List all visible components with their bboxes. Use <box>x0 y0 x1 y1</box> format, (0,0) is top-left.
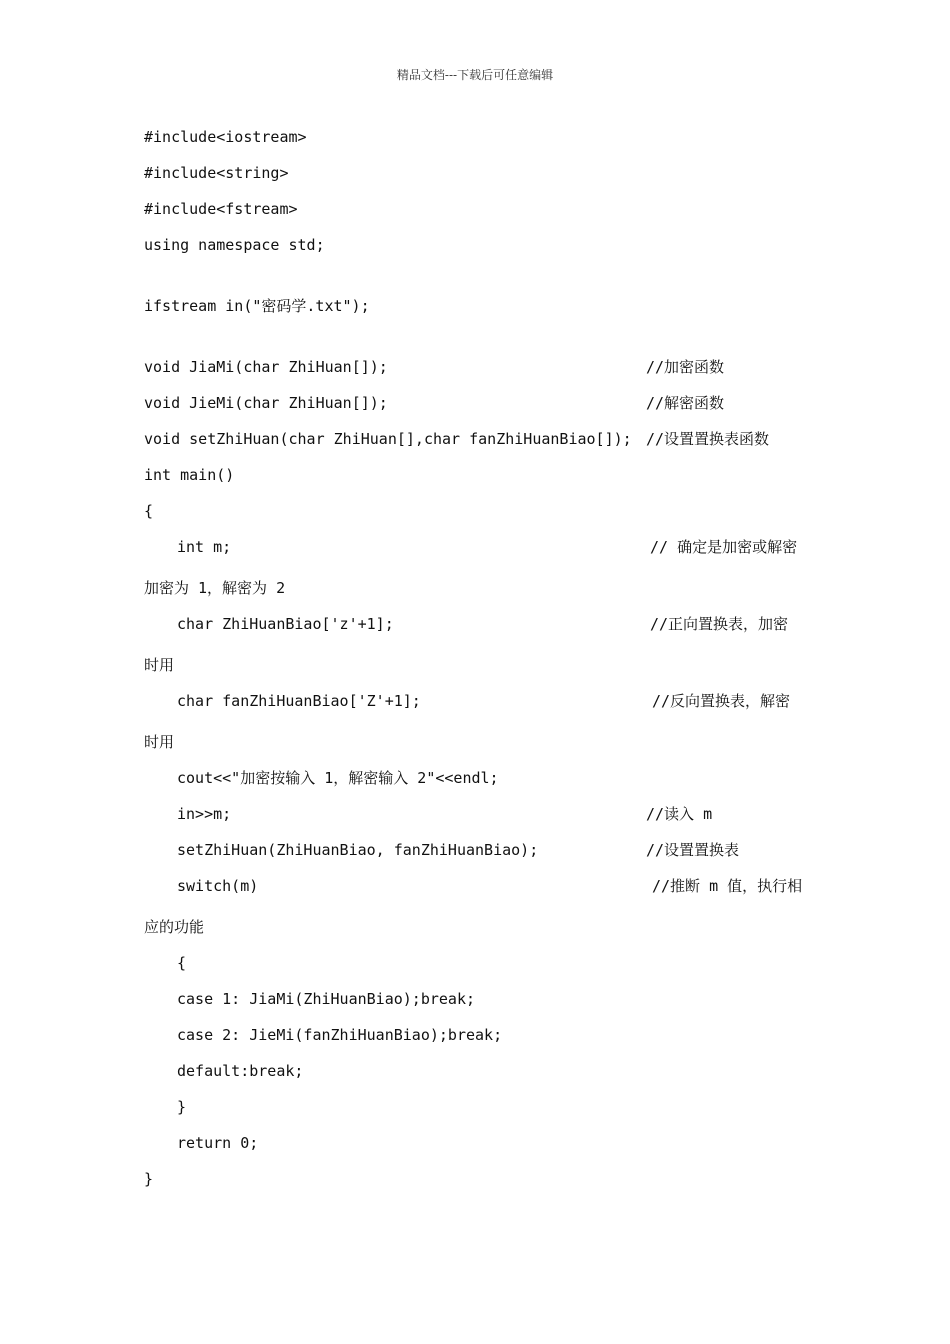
comment-jiemi: //解密函数 <box>646 394 725 412</box>
comment-switch-wrap: 应的功能 <box>144 918 205 936</box>
ifstream-line: ifstream in("密码学.txt"); <box>144 297 370 315</box>
comment-int-m: // 确定是加密或解密 <box>650 538 798 556</box>
using-namespace-line: using namespace std; <box>144 236 325 254</box>
comment-zhihuanbiao-wrap: 时用 <box>144 656 175 674</box>
return-line: return 0; <box>177 1134 259 1152</box>
comment-setzhihuan: //设置置换表函数 <box>646 430 770 448</box>
cout-line: cout<<"加密按输入 1，解密输入 2"<<endl; <box>177 769 499 787</box>
comment-int-m-wrap: 加密为 1，解密为 2 <box>144 579 286 597</box>
decl-jiami-line: void JiaMi(char ZhiHuan[]); <box>144 358 388 376</box>
int-m-line: int m; <box>177 538 232 556</box>
comment-setzhihuan-call: //设置置换表 <box>646 841 740 859</box>
switch-brace-open: { <box>177 954 187 972</box>
comment-zhihuanbiao: //正向置换表，加密 <box>650 615 789 633</box>
case2-line: case 2: JieMi(fanZhiHuanBiao);break; <box>177 1026 503 1044</box>
comment-jiami: //加密函数 <box>646 358 725 376</box>
include-fstream-line: #include<fstream> <box>144 200 298 218</box>
comment-fanzhihuanbiao-wrap: 时用 <box>144 733 175 751</box>
include-string-line: #include<string> <box>144 164 289 182</box>
case1-line: case 1: JiaMi(ZhiHuanBiao);break; <box>177 990 476 1008</box>
comment-switch: //推断 m 值，执行相 <box>652 877 803 895</box>
comment-in: //读入 m <box>646 805 713 823</box>
char-zhihuanbiao-line: char ZhiHuanBiao['z'+1]; <box>177 615 394 633</box>
page-header: 精品文档---下载后可任意编辑 <box>396 68 554 82</box>
in-line: in>>m; <box>177 805 232 823</box>
comment-fanzhihuanbiao: //反向置换表，解密 <box>652 692 791 710</box>
char-fanzhihuanbiao-line: char fanZhiHuanBiao['Z'+1]; <box>177 692 421 710</box>
switch-line: switch(m) <box>177 877 259 895</box>
main-signature-line: int main() <box>144 466 235 484</box>
decl-setzhihuan-line: void setZhiHuan(char ZhiHuan[],char fanZhiHuanBiao[]); <box>144 430 632 448</box>
default-line: default:break; <box>177 1062 304 1080</box>
include-iostream-line: #include<iostream> <box>144 128 307 146</box>
main-brace-open: { <box>144 502 154 520</box>
main-brace-close: } <box>144 1170 154 1188</box>
setzhihuan-call-line: setZhiHuan(ZhiHuanBiao, fanZhiHuanBiao); <box>177 841 539 859</box>
switch-brace-close: } <box>177 1098 187 1116</box>
decl-jiemi-line: void JieMi(char ZhiHuan[]); <box>144 394 388 412</box>
